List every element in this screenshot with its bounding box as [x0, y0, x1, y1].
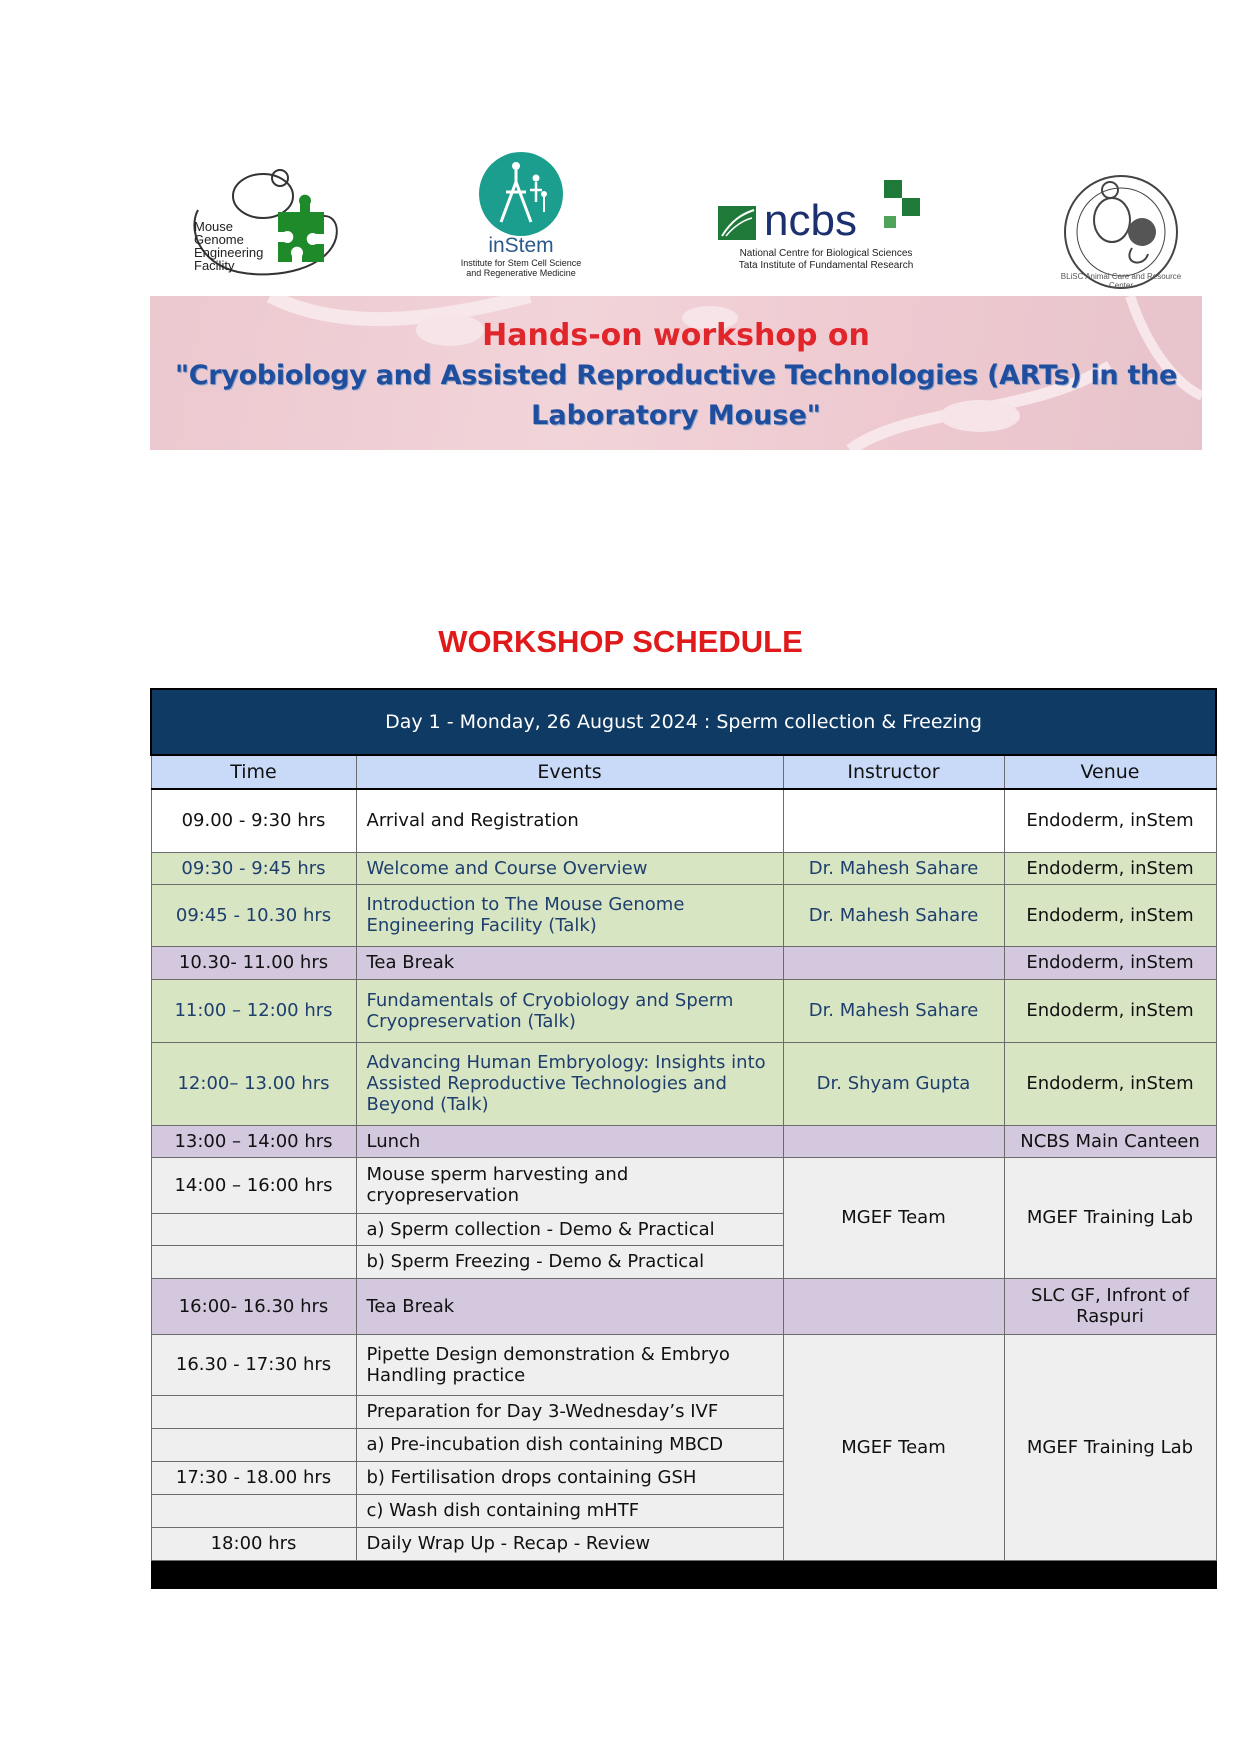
- table-row: [151, 852, 1216, 884]
- row-time: 09:30 - 9:45 hrs: [151, 852, 356, 884]
- banner-line-2: "Cryobiology and Assisted Reproductive Technologies (ARTs) in the: [175, 360, 1177, 391]
- row-instructor: Dr. Mahesh Sahare: [783, 979, 1004, 1042]
- row-event: Daily Wrap Up - Recap - Review: [356, 1527, 783, 1560]
- instem-sub-2: and Regenerative Medicine: [466, 268, 576, 278]
- instem-sub-1: Institute for Stem Cell Science: [460, 258, 582, 268]
- row-event: b) Fertilisation drops containing GSH: [356, 1461, 783, 1494]
- banner-line-3: Laboratory Mouse": [531, 400, 821, 431]
- mgef-line-1: Mouse: [194, 219, 234, 234]
- table-row: [151, 1334, 1216, 1395]
- row-event: Advancing Human Embryology: Insights into Assisted Reproductive Technologies and Beyond (Talk): [356, 1042, 783, 1125]
- table-row: [151, 789, 1216, 852]
- header-events: Events: [356, 755, 783, 789]
- mgef-line-2: Genome: [194, 232, 244, 247]
- row-instructor: [783, 789, 1004, 852]
- table-row: [151, 1042, 1216, 1125]
- row-event: Introduction to The Mouse Genome Engineering Facility (Talk): [356, 884, 783, 946]
- header-row: [151, 755, 1216, 789]
- row-venue: Endoderm, inStem: [1004, 946, 1216, 979]
- row-time: 16:00- 16.30 hrs: [151, 1278, 356, 1334]
- schedule-heading: WORKSHOP SCHEDULE: [438, 624, 803, 659]
- blisc-text: BLiSC Animal Care and Resource Center: [1060, 272, 1182, 290]
- row-time: 18:00 hrs: [151, 1527, 356, 1560]
- table-row: [151, 1278, 1216, 1334]
- ncbs-logo: [718, 180, 934, 280]
- row-time: 12:00– 13.00 hrs: [151, 1042, 356, 1125]
- row-event: Tea Break: [356, 1278, 783, 1334]
- table-row: [151, 884, 1216, 946]
- table-row: [151, 1157, 1216, 1213]
- row-instructor: MGEF Team: [783, 1157, 1004, 1278]
- row-time: [151, 1395, 356, 1428]
- table-footer-bar: [151, 1560, 1216, 1588]
- row-event: a) Sperm collection - Demo & Practical: [356, 1213, 783, 1245]
- footer-cell: [1004, 1560, 1216, 1588]
- row-venue: Endoderm, inStem: [1004, 789, 1216, 852]
- header-venue: Venue: [1004, 755, 1216, 789]
- row-instructor: Dr. Shyam Gupta: [783, 1042, 1004, 1125]
- day-title: Day 1 - Monday, 26 August 2024 : Sperm collection & Freezing: [151, 689, 1216, 755]
- header-time: Time: [151, 755, 356, 789]
- row-event: Tea Break: [356, 946, 783, 979]
- row-event: Welcome and Course Overview: [356, 852, 783, 884]
- row-venue: MGEF Training Lab: [1004, 1334, 1216, 1560]
- stem-figures-icon: [476, 152, 566, 236]
- row-event: Lunch: [356, 1125, 783, 1157]
- row-time: 13:00 – 14:00 hrs: [151, 1125, 356, 1157]
- row-instructor: [783, 946, 1004, 979]
- ncbs-sub-1: National Centre for Biological Sciences: [739, 248, 913, 259]
- schedule-table: [150, 688, 1217, 1589]
- workshop-banner: [150, 296, 1202, 450]
- row-instructor: MGEF Team: [783, 1334, 1004, 1560]
- row-time: [151, 1428, 356, 1461]
- row-event: Mouse sperm harvesting and cryopreservation: [356, 1157, 783, 1213]
- row-venue: Endoderm, inStem: [1004, 1042, 1216, 1125]
- banner-line-1: Hands-on workshop on: [482, 318, 870, 353]
- row-venue: NCBS Main Canteen: [1004, 1125, 1216, 1157]
- footer-cell: [356, 1560, 783, 1588]
- row-time: 11:00 – 12:00 hrs: [151, 979, 356, 1042]
- day-title-row: [151, 689, 1216, 755]
- mgef-line-4: Facility: [194, 258, 235, 273]
- row-instructor: Dr. Mahesh Sahare: [783, 852, 1004, 884]
- header-instructor: Instructor: [783, 755, 1004, 789]
- row-event: Arrival and Registration: [356, 789, 783, 852]
- row-event: a) Pre-incubation dish containing MBCD: [356, 1428, 783, 1461]
- row-event: Fundamentals of Cryobiology and Sperm Cryopreservation (Talk): [356, 979, 783, 1042]
- row-event: c) Wash dish containing mHTF: [356, 1494, 783, 1527]
- row-time: 17:30 - 18.00 hrs: [151, 1461, 356, 1494]
- row-time: [151, 1494, 356, 1527]
- ncbs-name: ncbs: [764, 196, 857, 245]
- row-time: 10.30- 11.00 hrs: [151, 946, 356, 979]
- row-time: [151, 1245, 356, 1278]
- footer-cell: [151, 1560, 356, 1588]
- row-instructor: [783, 1125, 1004, 1157]
- row-time: [151, 1213, 356, 1245]
- row-venue: SLC GF, Infront of Raspuri: [1004, 1278, 1216, 1334]
- row-event: Preparation for Day 3-Wednesday’s IVF: [356, 1395, 783, 1428]
- blisc-logo: [1052, 168, 1190, 292]
- table-row: [151, 1125, 1216, 1157]
- instem-name: inStem: [488, 234, 554, 257]
- ncbs-sub-2: Tata Institute of Fundamental Research: [738, 260, 914, 271]
- row-instructor: Dr. Mahesh Sahare: [783, 884, 1004, 946]
- row-time: 14:00 – 16:00 hrs: [151, 1157, 356, 1213]
- row-instructor: [783, 1278, 1004, 1334]
- table-row: [151, 946, 1216, 979]
- instem-logo: [446, 152, 596, 288]
- mgef-line-3: Engineering: [194, 245, 264, 260]
- row-event: Pipette Design demonstration & Embryo Handling practice: [356, 1334, 783, 1395]
- footer-cell: [783, 1560, 1004, 1588]
- row-time: 09:45 - 10.30 hrs: [151, 884, 356, 946]
- table-row: [151, 979, 1216, 1042]
- mgef-logo: [178, 168, 344, 282]
- row-venue: Endoderm, inStem: [1004, 884, 1216, 946]
- row-time: 09.00 - 9:30 hrs: [151, 789, 356, 852]
- row-venue: MGEF Training Lab: [1004, 1157, 1216, 1278]
- row-venue: Endoderm, inStem: [1004, 979, 1216, 1042]
- row-time: 16.30 - 17:30 hrs: [151, 1334, 356, 1395]
- row-event: b) Sperm Freezing - Demo & Practical: [356, 1245, 783, 1278]
- row-venue: Endoderm, inStem: [1004, 852, 1216, 884]
